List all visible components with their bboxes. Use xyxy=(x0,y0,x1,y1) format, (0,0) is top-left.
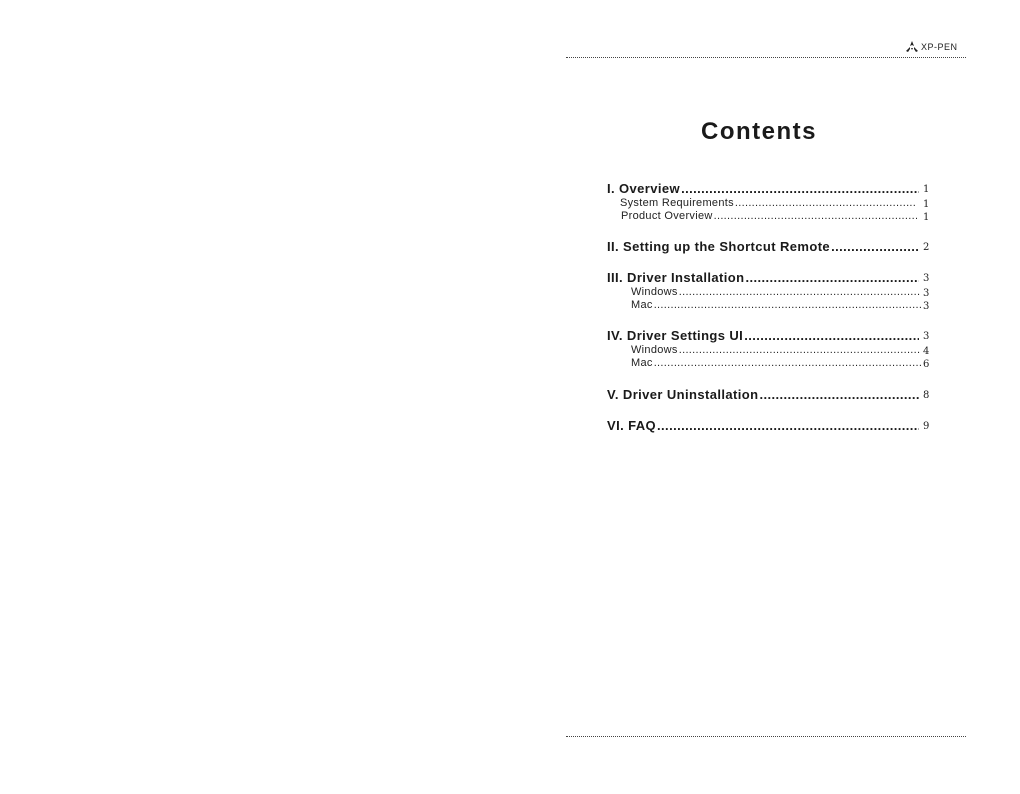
leader-dots xyxy=(681,181,919,196)
toc-entry-system-requirements[interactable] xyxy=(620,197,939,209)
leader-dots xyxy=(679,344,921,356)
toc-page-number: 9 xyxy=(923,421,930,432)
toc-entry-overview[interactable] xyxy=(607,181,939,196)
toc-page-number: 4 xyxy=(923,346,930,357)
toc-entry-driver-uninstallation[interactable] xyxy=(607,387,939,402)
toc-entry-setting-up-shortcut-remote[interactable] xyxy=(607,239,939,254)
toc-entry-label: VI. FAQ xyxy=(607,418,657,433)
leader-dots xyxy=(831,239,919,254)
toc-page-number: 1 xyxy=(923,199,930,210)
toc-entry-label: III. Driver Installation xyxy=(607,270,745,285)
toc-entry-label: Product Overview xyxy=(621,210,713,222)
toc-page-number: 3 xyxy=(923,301,930,312)
leader-dots xyxy=(735,197,917,209)
toc-entry-product-overview[interactable] xyxy=(621,210,939,222)
xp-pen-logo-icon xyxy=(905,40,919,54)
toc-entry-label: II. Setting up the Shortcut Remote xyxy=(607,239,831,254)
leader-dots xyxy=(654,357,921,369)
leader-dots xyxy=(654,299,921,311)
leader-dots xyxy=(657,418,919,433)
toc-entry-settings-windows[interactable] xyxy=(631,344,939,356)
toc-page-number: 6 xyxy=(923,359,930,370)
toc-entry-driver-installation[interactable] xyxy=(607,270,939,285)
toc-page-number: 3 xyxy=(923,273,930,284)
footer-divider xyxy=(566,736,966,737)
toc-page-number: 1 xyxy=(923,184,930,195)
toc-entry-faq[interactable] xyxy=(607,418,939,433)
toc-entry-label: Windows xyxy=(631,344,678,356)
toc-entry-label: Mac xyxy=(631,299,653,311)
toc-page-number: 1 xyxy=(923,212,930,223)
leader-dots xyxy=(744,328,919,343)
toc-entry-label: Windows xyxy=(631,286,678,298)
toc-entry-label: I. Overview xyxy=(607,181,681,196)
leader-dots xyxy=(714,210,917,222)
page-title: Contents xyxy=(701,118,817,145)
leader-dots xyxy=(679,286,921,298)
brand-logo xyxy=(905,40,958,54)
toc-page-number: 3 xyxy=(923,288,930,299)
leader-dots xyxy=(759,387,919,402)
header-divider xyxy=(566,57,966,58)
toc-entry-installation-windows[interactable] xyxy=(631,286,939,298)
toc-entry-label: Mac xyxy=(631,357,653,369)
toc-entry-label: V. Driver Uninstallation xyxy=(607,387,759,402)
toc-entry-installation-mac[interactable] xyxy=(631,299,939,311)
toc-page-number: 2 xyxy=(923,242,930,253)
toc-entry-settings-mac[interactable] xyxy=(631,357,939,369)
toc-entry-label: IV. Driver Settings UI xyxy=(607,328,744,343)
brand-name: XP-PEN xyxy=(921,42,958,52)
toc-page-number: 3 xyxy=(923,331,930,342)
leader-dots xyxy=(745,270,919,285)
toc-entry-label: System Requirements xyxy=(620,197,734,209)
toc-entry-driver-settings-ui[interactable] xyxy=(607,328,939,343)
toc-page-number: 8 xyxy=(923,390,930,401)
